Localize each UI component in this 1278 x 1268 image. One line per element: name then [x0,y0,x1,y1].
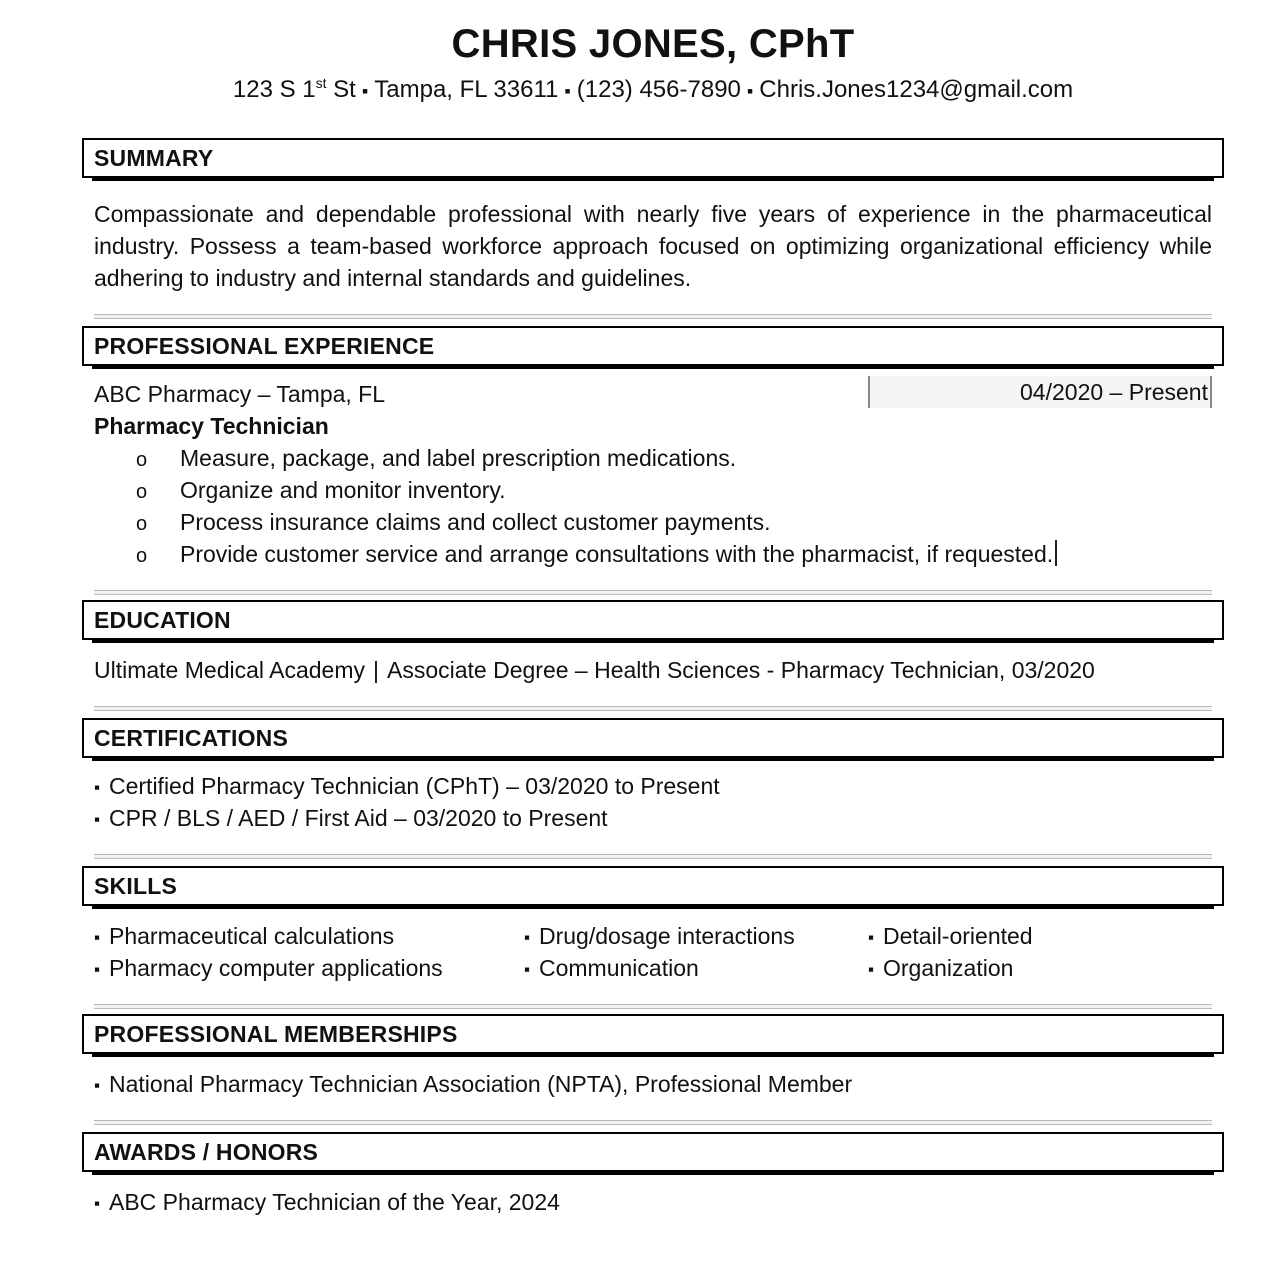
section-divider [94,854,1212,859]
square-bullet-icon: ▪ [94,1194,101,1213]
memberships-list [94,1068,852,1100]
section-title: PROFESSIONAL EXPERIENCE [94,333,435,359]
section-divider [94,590,1212,595]
list-item [94,802,720,834]
skill-text: Detail-oriented [883,923,1033,949]
square-bullet-icon: ▪ [94,960,101,979]
certification-text: Certified Pharmacy Technician (CPhT) – 03/2020 to Present [109,773,720,799]
list-item [94,770,720,802]
education-entry [94,654,1095,686]
address-street: St [333,76,356,103]
list-item [868,952,1033,984]
skill-text: Drug/dosage interactions [539,923,795,949]
duties-list [94,442,1212,570]
square-bullet-icon: ▪ [94,778,101,797]
skill-text: Pharmacy computer applications [109,955,443,981]
list-item [524,920,795,952]
separator: ▪ [361,81,369,101]
square-bullet-icon: ▪ [868,960,875,979]
separator: ▪ [746,81,754,101]
section-title: CERTIFICATIONS [94,725,289,751]
section-title: PROFESSIONAL MEMBERSHIPS [94,1021,458,1047]
awards-list [94,1186,560,1218]
heading-box [82,600,1224,640]
awards-section-header [82,1132,1224,1172]
summary-section-header [82,138,1224,178]
section-title: SUMMARY [94,145,214,171]
skills-column-1 [94,920,443,984]
section-divider [94,1120,1212,1125]
heading-box [82,138,1224,178]
employer: ABC Pharmacy – Tampa, FL [94,381,386,407]
circle-bullet-icon: o [136,513,148,535]
list-item [94,538,1212,570]
list-item [94,920,443,952]
candidate-name: CHRIS JONES, CPhT [451,22,855,66]
memberships-section-header [82,1014,1224,1054]
skill-text: Communication [539,955,699,981]
experience-section-header [82,326,1224,366]
square-bullet-icon: ▪ [94,1076,101,1095]
heading-box [82,866,1224,906]
education-section-header [82,600,1224,640]
circle-bullet-icon: o [136,481,148,503]
section-title: AWARDS / HONORS [94,1139,319,1165]
pipe-separator: | [373,657,379,683]
skill-text: Organization [883,955,1014,981]
text-cursor [1055,540,1057,566]
duty-text: Organize and monitor inventory. [180,477,506,503]
skills-column-2 [524,920,795,984]
section-divider [94,314,1212,319]
separator: ▪ [564,81,571,101]
section-title: SKILLS [94,873,177,899]
circle-bullet-icon: o [136,545,148,567]
skills-column-3 [868,920,1033,984]
square-bullet-icon: ▪ [524,960,531,979]
certification-text: CPR / BLS / AED / First Aid – 03/2020 to Present [109,805,608,831]
list-item [94,1186,560,1218]
city-state-zip: Tampa, FL 33611 [374,76,559,103]
school-name: Ultimate Medical Academy [94,657,365,683]
job-title: Pharmacy Technician [94,413,329,439]
list-item [94,952,443,984]
square-bullet-icon: ▪ [94,928,101,947]
square-bullet-icon: ▪ [94,810,101,829]
summary-text: Compassionate and dependable professional with nearly five years of experience in the pharmaceutical industry. Possess a team-based workforce approach focused on optimizing organizational efficiency while adhering to industry and internal standards and guidelines. [94,201,1212,291]
award-text: ABC Pharmacy Technician of the Year, 2024 [109,1189,560,1215]
certifications-list [94,770,720,834]
list-item [524,952,795,984]
address-superscript: st [315,75,327,91]
email-address[interactable]: Chris.Jones1234@gmail.com [759,76,1074,103]
list-item [94,474,1212,506]
list-item [868,920,1033,952]
membership-text: National Pharmacy Technician Association (NPTA), Professional Member [109,1071,853,1097]
duty-text: Process insurance claims and collect customer payments. [180,509,771,535]
list-item [94,442,1212,474]
contact-line [0,76,1278,104]
skills-section-header [82,866,1224,906]
square-bullet-icon: ▪ [524,928,531,947]
square-bullet-icon: ▪ [868,928,875,947]
section-divider [94,706,1212,711]
address-number: 123 S 1 [232,76,316,103]
circle-bullet-icon: o [136,449,148,471]
degree: Associate Degree – Health Sciences - Pharmacy Technician, 03/2020 [386,657,1095,683]
duty-text: Provide customer service and arrange consultations with the pharmacist, if requested. [180,541,1054,567]
employment-dates: 04/2020 – Present [868,376,1212,408]
phone-number: (123) 456-7890 [576,76,741,103]
list-item [94,1068,852,1100]
skill-text: Pharmaceutical calculations [109,923,395,949]
duty-text: Measure, package, and label prescription medications. [180,445,737,471]
list-item [94,506,1212,538]
certifications-section-header [82,718,1224,758]
section-divider [94,1004,1212,1009]
section-title: EDUCATION [94,607,231,633]
